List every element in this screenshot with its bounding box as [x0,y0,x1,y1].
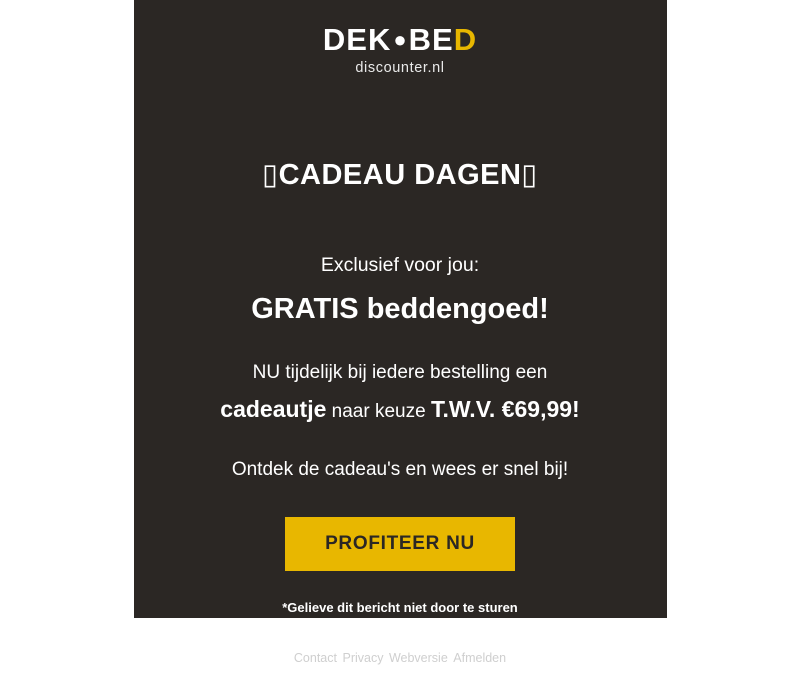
offer-description-line1: NU tijdelijk bij iedere bestelling een [252,362,548,383]
headline-right-glyph-icon: ▯ [521,157,538,191]
offer-gift-word: cadeautje [220,396,327,422]
offer-description-line2 [134,396,667,423]
disclaimer-text: *Gelieve dit bericht niet door te sturen [282,600,518,615]
offer-value-word: T.W.V. €69,99! [430,396,580,422]
lead-text: Exclusief voor jou: [320,254,480,276]
footer-link-privacy[interactable]: Privacy [342,651,384,665]
logo-text-d-accent: D [453,22,478,57]
logo-dot-icon: ● [393,27,407,52]
headline-text: CADEAU DAGEN [278,159,522,191]
email-body [134,0,667,665]
logo-text-dek: DEK [322,22,392,57]
offer-description-line3: Ontdek de cadeau's en wees er snel bij! [231,459,569,480]
offer-title: GRATIS beddengoed! [251,293,549,325]
brand-logo[interactable] [134,0,667,87]
logo-lockup [323,24,477,76]
logo-subtitle: discounter.nl [355,60,445,76]
footer-link-afmelden[interactable]: Afmelden [453,651,507,665]
logo-wordmark [323,24,477,55]
email-footer [134,651,667,685]
footer-link-contact[interactable]: Contact [293,651,337,665]
offer-choice-word: naar keuze [331,401,426,422]
cta-container [134,517,667,571]
profiteer-nu-button[interactable]: PROFITEER NU [285,517,515,571]
campaign-headline [134,157,667,192]
headline-left-glyph-icon: ▯ [262,157,279,191]
logo-text-be: BE [408,22,454,57]
footer-link-webversie[interactable]: Webversie [388,651,448,665]
